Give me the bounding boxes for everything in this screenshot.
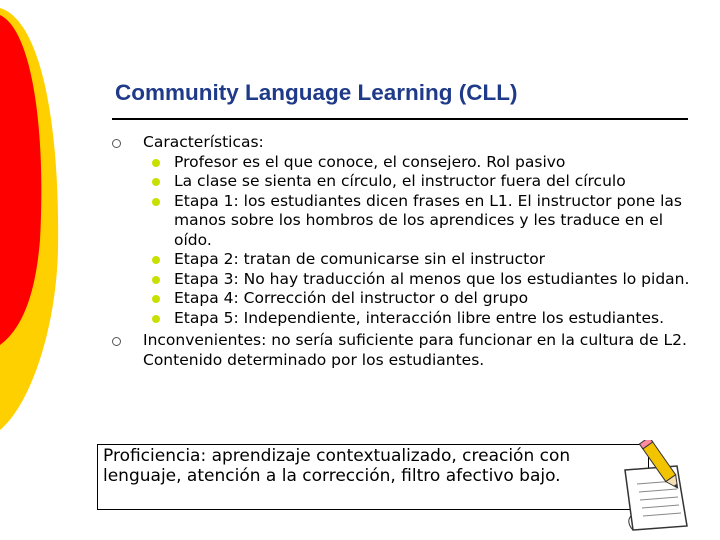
- bullet-text: Inconvenientes: no sería suficiente para funcionar en la cultura de L2. Contenido determinado por los estudiantes.: [143, 331, 687, 369]
- dot-bullet-icon: [152, 256, 160, 264]
- dot-bullet-icon: [152, 315, 160, 323]
- subbullet-text: Etapa 4: Corrección del instructor o del grupo: [174, 289, 529, 307]
- subbullet-text: La clase se sienta en círculo, el instructor fuera del círculo: [174, 172, 626, 190]
- list-item: [143, 270, 692, 290]
- dot-bullet-icon: [152, 276, 160, 284]
- list-item: [143, 250, 692, 270]
- hollow-circle-bullet-icon: [112, 337, 121, 346]
- dot-bullet-icon: [152, 198, 160, 206]
- bullet-inconvenientes: [112, 331, 692, 370]
- subbullet-text: Etapa 2: tratan de comunicarse sin el instructor: [174, 250, 546, 268]
- hollow-circle-bullet-icon: [112, 139, 121, 148]
- pencil-and-paper-icon: [607, 440, 702, 535]
- title-divider: [112, 118, 688, 120]
- slide-body: [112, 133, 692, 370]
- subbullet-text: Etapa 5: Independiente, interacción libre entre los estudiantes.: [174, 308, 665, 327]
- list-item: [143, 192, 692, 251]
- callout-text: Proficiencia: aprendizaje contextualizado, creación con lenguaje, atención a la corrección, filtro afectivo bajo.: [103, 446, 571, 486]
- bullet-caracteristicas: [112, 133, 692, 328]
- subbullet-text: Profesor es el que conoce, el consejero. Rol pasivo: [174, 152, 566, 171]
- dot-bullet-icon: [152, 295, 160, 303]
- list-item: [143, 172, 692, 192]
- subbullet-text: Etapa 3: No hay traducción al menos que los estudiantes lo pidan.: [174, 269, 690, 288]
- red-yellow-arc-decoration: [0, 0, 80, 540]
- subbullet-text: Etapa 1: los estudiantes dicen frases en L1. El instructor pone las manos sobre los hombros de los aprendices y les traduce en el oído.: [174, 191, 682, 249]
- list-item: [143, 153, 692, 173]
- subbullet-list: [143, 153, 692, 329]
- bullet-text: Características:: [143, 133, 264, 151]
- list-item: [143, 309, 692, 329]
- dot-bullet-icon: [152, 178, 160, 186]
- dot-bullet-icon: [152, 159, 160, 167]
- page-title: Community Language Learning (CLL): [115, 80, 518, 105]
- list-item: [143, 289, 692, 309]
